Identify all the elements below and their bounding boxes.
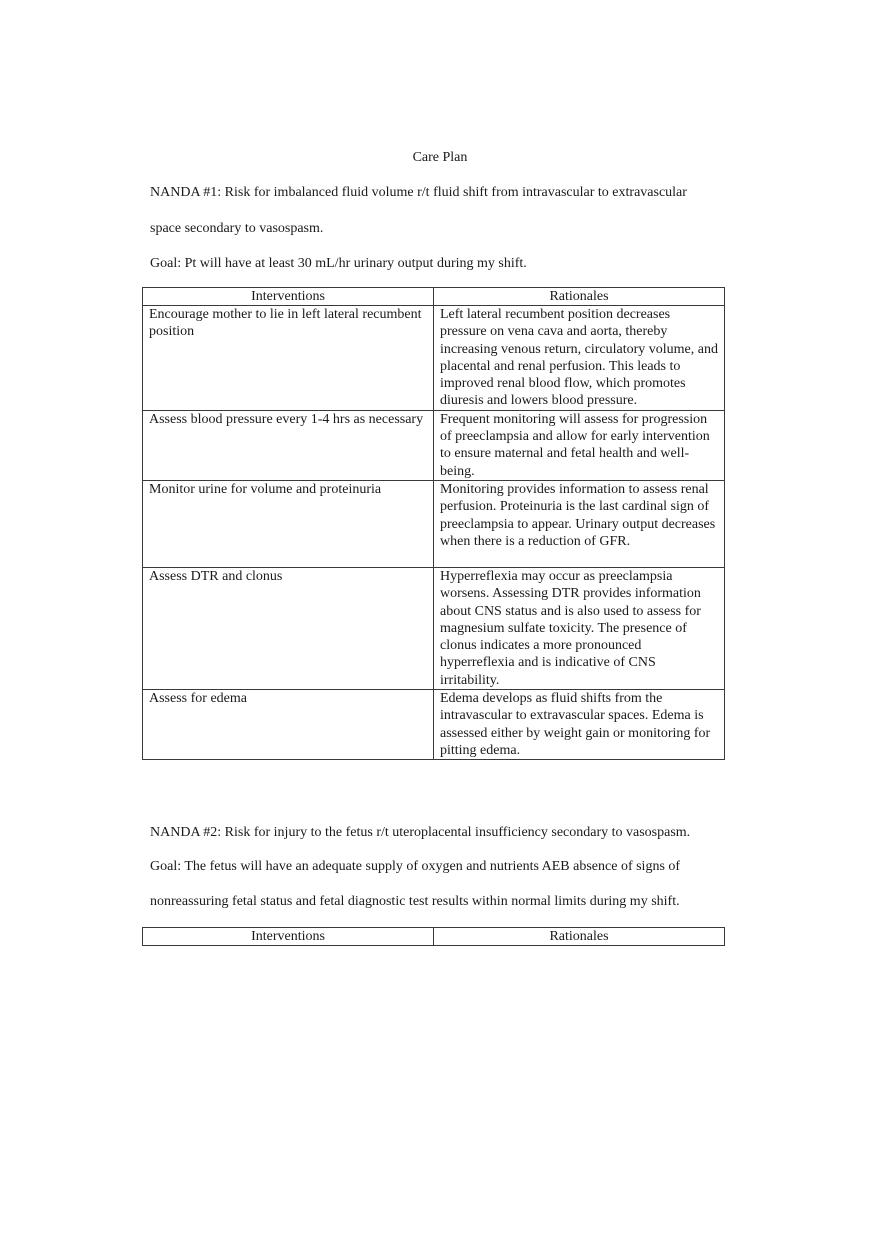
- table-row: [143, 410, 725, 480]
- nanda1-care-table: [142, 287, 725, 760]
- intervention-cell: Monitor urine for volume and proteinuria: [143, 480, 434, 567]
- table-header-row: [143, 928, 725, 946]
- intervention-cell: Assess for edema: [143, 690, 434, 760]
- rationale-cell: Frequent monitoring will assess for progression of preeclampsia and allow for early intervention to ensure maternal and fetal health and well-being.: [434, 410, 725, 480]
- rationale-cell: Edema develops as fluid shifts from the intravascular to extravascular spaces. Edema is assessed either by weight gain or monitoring for pitting edema.: [434, 690, 725, 760]
- table-row: [143, 306, 725, 411]
- table-row: [143, 690, 725, 760]
- intervention-cell: Assess blood pressure every 1-4 hrs as necessary: [143, 410, 434, 480]
- nanda2-goal-line1: Goal: The fetus will have an adequate supply of oxygen and nutrients AEB absence of signs of: [150, 859, 681, 874]
- nanda1-diagnosis-line2: space secondary to vasospasm.: [150, 221, 324, 236]
- page-title: Care Plan: [412, 150, 468, 165]
- table-row: [143, 567, 725, 689]
- table-row: [143, 480, 725, 567]
- rationale-cell: Hyperreflexia may occur as preeclampsia worsens. Assessing DTR provides information about CNS status and is also used to assess for magnesium sulfate toxicity. The presence of clonus indicates a more pronounced hyperreflexia and is indicative of CNS irritability.: [434, 567, 725, 689]
- rationale-cell: Monitoring provides information to assess renal perfusion. Proteinuria is the last cardinal sign of preeclampsia to appear. Urinary output decreases when there is a reduction of GFR.: [434, 480, 725, 567]
- rationales-header: Rationales: [434, 928, 725, 946]
- nanda2-goal-line2: nonreassuring fetal status and fetal diagnostic test results within normal limits during my shift.: [150, 894, 680, 909]
- nanda1-diagnosis-line1: NANDA #1: Risk for imbalanced fluid volume r/t fluid shift from intravascular to extravascular: [150, 185, 687, 200]
- intervention-cell: Encourage mother to lie in left lateral recumbent position: [143, 306, 434, 411]
- rationales-header: Rationales: [434, 288, 725, 306]
- intervention-cell: Assess DTR and clonus: [143, 567, 434, 689]
- interventions-header: Interventions: [143, 288, 434, 306]
- nanda2-care-table: [142, 927, 725, 946]
- nanda2-diagnosis: NANDA #2: Risk for injury to the fetus r/t uteroplacental insufficiency secondary to vasospasm.: [150, 825, 691, 840]
- rationale-cell: Left lateral recumbent position decreases pressure on vena cava and aorta, thereby increasing venous return, circulatory volume, and placental and renal perfusion. This leads to improved renal blood flow, which promotes diuresis and lowers blood pressure.: [434, 306, 725, 411]
- nanda1-goal: Goal: Pt will have at least 30 mL/hr urinary output during my shift.: [150, 256, 527, 271]
- interventions-header: Interventions: [143, 928, 434, 946]
- table-header-row: [143, 288, 725, 306]
